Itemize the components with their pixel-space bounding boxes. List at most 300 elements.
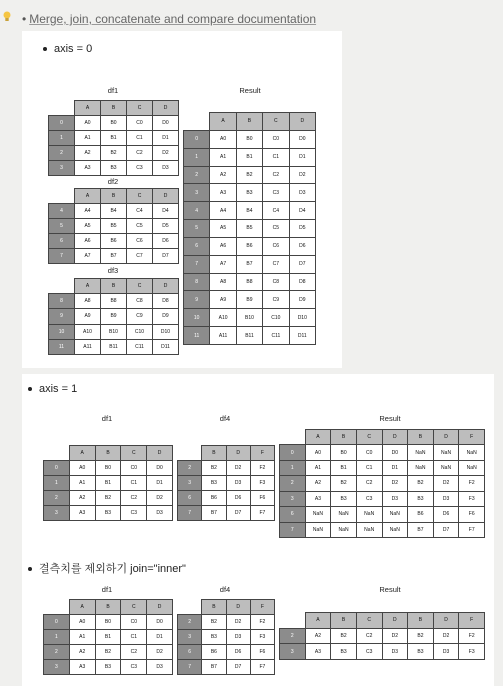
row-index: 5	[49, 219, 75, 234]
row-index: 8	[184, 273, 210, 291]
table-row	[184, 202, 316, 220]
s1-result-title: Result	[239, 86, 261, 95]
table-row	[184, 237, 316, 255]
cell: D9	[153, 309, 179, 324]
header-row	[49, 279, 179, 294]
cell: F2	[250, 461, 274, 476]
row-index: 1	[44, 476, 70, 491]
s1-df1-title: df1	[107, 86, 119, 95]
cell: NaN	[459, 460, 485, 475]
column-header: F	[250, 446, 274, 461]
cell: B3	[331, 644, 357, 660]
cell: A3	[69, 506, 95, 521]
cell: A2	[69, 645, 95, 660]
cell: B9	[236, 291, 262, 309]
cell: C1	[121, 630, 147, 645]
cell: NaN	[382, 522, 408, 537]
cell: D8	[289, 273, 315, 291]
row-index: 10	[184, 309, 210, 327]
s1-df2-title: df2	[107, 177, 119, 186]
cell: F2	[459, 628, 485, 644]
column-header: C	[121, 600, 147, 615]
cell: D0	[147, 615, 173, 630]
cell: D3	[147, 506, 173, 521]
row-index: 0	[184, 130, 210, 148]
corner-cell	[44, 446, 70, 461]
row-index: 3	[49, 161, 75, 176]
column-header: B	[95, 600, 121, 615]
cell: C3	[121, 506, 147, 521]
cell: A8	[210, 273, 236, 291]
cell: D4	[289, 202, 315, 220]
row-index: 7	[280, 522, 306, 537]
bullet: •	[22, 12, 27, 26]
column-header: D	[153, 279, 179, 294]
column-header: A	[69, 446, 95, 461]
cell: B0	[236, 130, 262, 148]
cell: D3	[226, 630, 250, 645]
cell: A3	[210, 184, 236, 202]
cell: A4	[75, 204, 101, 219]
cell: B6	[101, 234, 127, 249]
row-index: 2	[44, 645, 70, 660]
table-row	[280, 644, 485, 660]
table-row	[280, 507, 485, 522]
cell: NaN	[305, 522, 331, 537]
column-header: C	[127, 189, 153, 204]
row-index: 2	[178, 461, 202, 476]
cell: C3	[356, 644, 382, 660]
cell: C0	[263, 130, 289, 148]
row-index: 2	[44, 491, 70, 506]
cell: A2	[305, 476, 331, 491]
cell: A2	[75, 146, 101, 161]
s3-df4-title: df4	[219, 585, 231, 594]
cell: B7	[408, 522, 434, 537]
cell: D2	[382, 476, 408, 491]
column-header: B	[101, 279, 127, 294]
cell: D8	[153, 294, 179, 309]
cell: NaN	[356, 522, 382, 537]
column-header: C	[356, 613, 382, 629]
cell: D4	[153, 204, 179, 219]
column-header: F	[250, 600, 274, 615]
cell: D5	[289, 220, 315, 238]
row-index: 1	[49, 131, 75, 146]
s1-result-table	[183, 112, 316, 345]
header-row	[44, 446, 173, 461]
row-index: 2	[178, 615, 202, 630]
row-index: 0	[44, 615, 70, 630]
cell: A3	[75, 161, 101, 176]
column-header: C	[356, 430, 382, 445]
lightbulb-icon	[3, 11, 11, 23]
table-row	[44, 660, 173, 675]
cell: A1	[75, 131, 101, 146]
cell: C0	[121, 461, 147, 476]
corner-cell	[178, 446, 202, 461]
cell: B2	[202, 615, 226, 630]
cell: F2	[250, 615, 274, 630]
cell: B1	[95, 476, 121, 491]
cell: B2	[331, 628, 357, 644]
cell: F7	[459, 522, 485, 537]
cell: A1	[69, 476, 95, 491]
cell: C3	[356, 491, 382, 506]
cell: D1	[147, 630, 173, 645]
corner-cell	[178, 600, 202, 615]
cell: F3	[459, 491, 485, 506]
cell: C4	[263, 202, 289, 220]
cell: F2	[459, 476, 485, 491]
cell: B8	[236, 273, 262, 291]
table-row	[49, 146, 179, 161]
table-row	[49, 294, 179, 309]
table-row	[44, 461, 173, 476]
table-row	[178, 645, 275, 660]
cell: C9	[127, 309, 153, 324]
cell: D2	[226, 461, 250, 476]
cell: B2	[408, 628, 434, 644]
table-row	[184, 220, 316, 238]
s3-df1-table	[43, 599, 173, 675]
column-header: A	[305, 430, 331, 445]
table-row	[280, 491, 485, 506]
row-index: 3	[280, 491, 306, 506]
cell: D6	[226, 645, 250, 660]
row-index: 2	[280, 628, 306, 644]
cell: B9	[101, 309, 127, 324]
cell: C3	[121, 660, 147, 675]
cell: C2	[356, 628, 382, 644]
cell: B2	[331, 476, 357, 491]
table-row	[49, 204, 179, 219]
cell: B10	[101, 324, 127, 339]
column-header: B	[202, 446, 226, 461]
cell: B11	[236, 327, 262, 345]
column-header: C	[127, 279, 153, 294]
cell: D3	[153, 161, 179, 176]
cell: B7	[202, 660, 226, 675]
cell: B1	[95, 630, 121, 645]
s2-df1-table	[43, 445, 173, 521]
cell: A3	[305, 491, 331, 506]
cell: B1	[101, 131, 127, 146]
table-row	[49, 219, 179, 234]
column-header: B	[408, 613, 434, 629]
cell: D2	[382, 628, 408, 644]
cell: D1	[289, 148, 315, 166]
cell: D6	[153, 234, 179, 249]
corner-cell	[280, 430, 306, 445]
cell: C8	[263, 273, 289, 291]
cell: C11	[127, 339, 153, 354]
cell: D10	[153, 324, 179, 339]
header-row	[280, 613, 485, 629]
column-header: D	[433, 430, 459, 445]
cell: NaN	[408, 445, 434, 460]
s1-df3-table	[48, 278, 179, 355]
cell: A1	[69, 630, 95, 645]
cell: A1	[305, 460, 331, 475]
cell: C1	[263, 148, 289, 166]
column-header: D	[382, 430, 408, 445]
header-row	[49, 189, 179, 204]
table-row	[44, 615, 173, 630]
s1-df2-table	[48, 188, 179, 264]
table-row	[49, 234, 179, 249]
cell: B1	[236, 148, 262, 166]
cell: B7	[236, 255, 262, 273]
row-index: 11	[49, 339, 75, 354]
cell: A2	[305, 628, 331, 644]
column-header: C	[127, 101, 153, 116]
cell: A3	[305, 644, 331, 660]
s2-result-title: Result	[379, 414, 401, 423]
cell: B7	[202, 506, 226, 521]
cell: C3	[263, 184, 289, 202]
cell: C9	[263, 291, 289, 309]
row-index: 0	[280, 445, 306, 460]
table-row	[49, 324, 179, 339]
cell: D7	[226, 506, 250, 521]
row-index: 6	[184, 237, 210, 255]
table-row	[184, 273, 316, 291]
table-row	[184, 327, 316, 345]
cell: C2	[356, 476, 382, 491]
column-header: A	[75, 279, 101, 294]
cell: D7	[153, 249, 179, 264]
cell: B0	[95, 461, 121, 476]
row-index: 3	[44, 506, 70, 521]
table-row	[280, 476, 485, 491]
cell: B2	[408, 476, 434, 491]
column-header: B	[95, 446, 121, 461]
cell: A1	[210, 148, 236, 166]
cell: A11	[210, 327, 236, 345]
cell: D3	[226, 476, 250, 491]
doc-link[interactable]: Merge, join, concatenate and compare documentation	[29, 12, 317, 26]
cell: B5	[101, 219, 127, 234]
column-header: D	[289, 113, 315, 131]
table-row	[280, 445, 485, 460]
row-index: 2	[184, 166, 210, 184]
corner-cell	[184, 113, 210, 131]
table-row	[184, 130, 316, 148]
cell: B6	[202, 491, 226, 506]
cell: D2	[289, 166, 315, 184]
table-row	[178, 660, 275, 675]
column-header: F	[459, 430, 485, 445]
cell: D3	[433, 644, 459, 660]
row-index: 6	[178, 491, 202, 506]
cell: B3	[95, 506, 121, 521]
corner-cell	[44, 600, 70, 615]
table-row	[44, 506, 173, 521]
cell: C5	[127, 219, 153, 234]
cell: D3	[433, 491, 459, 506]
cell: NaN	[356, 507, 382, 522]
corner-cell	[49, 189, 75, 204]
row-index: 3	[44, 660, 70, 675]
row-index: 7	[49, 249, 75, 264]
cell: F7	[250, 506, 274, 521]
row-index: 3	[178, 476, 202, 491]
cell: D11	[153, 339, 179, 354]
cell: D2	[433, 476, 459, 491]
cell: D7	[289, 255, 315, 273]
s3-result-title: Result	[379, 585, 401, 594]
cell: C8	[127, 294, 153, 309]
cell: B3	[101, 161, 127, 176]
cell: C2	[263, 166, 289, 184]
row-index: 4	[49, 204, 75, 219]
row-index: 6	[49, 234, 75, 249]
cell: B0	[101, 116, 127, 131]
s1-df1-table	[48, 100, 179, 176]
axis0-label: axis = 0	[43, 43, 92, 55]
row-index: 7	[184, 255, 210, 273]
table-row	[49, 309, 179, 324]
cell: B8	[101, 294, 127, 309]
corner-cell	[49, 279, 75, 294]
row-index: 0	[44, 461, 70, 476]
cell: D2	[147, 645, 173, 660]
row-index: 7	[178, 660, 202, 675]
cell: B2	[95, 491, 121, 506]
s2-result-table	[279, 429, 485, 538]
table-row	[49, 116, 179, 131]
table-row	[44, 645, 173, 660]
column-header: D	[433, 613, 459, 629]
column-header: B	[101, 101, 127, 116]
cell: F6	[459, 507, 485, 522]
join-inner-label: 결측치를 제외하기 join="inner"	[28, 560, 186, 576]
header-row	[184, 113, 316, 131]
cell: D3	[382, 644, 408, 660]
s2-df1-title: df1	[101, 414, 113, 423]
cell: A2	[69, 491, 95, 506]
cell: B4	[236, 202, 262, 220]
table-row	[280, 460, 485, 475]
cell: C6	[263, 237, 289, 255]
s1-df3-title: df3	[107, 266, 119, 275]
cell: A0	[69, 615, 95, 630]
cell: C2	[127, 146, 153, 161]
row-index: 3	[280, 644, 306, 660]
cell: A8	[75, 294, 101, 309]
cell: B2	[236, 166, 262, 184]
cell: D10	[289, 309, 315, 327]
cell: D3	[289, 184, 315, 202]
column-header: A	[75, 101, 101, 116]
cell: NaN	[331, 522, 357, 537]
cell: B3	[95, 660, 121, 675]
cell: C11	[263, 327, 289, 345]
cell: B5	[236, 220, 262, 238]
cell: C6	[127, 234, 153, 249]
header-row	[178, 600, 275, 615]
cell: A0	[305, 445, 331, 460]
column-header: D	[147, 600, 173, 615]
table-row	[49, 161, 179, 176]
row-index: 7	[178, 506, 202, 521]
cell: D2	[226, 615, 250, 630]
cell: A4	[210, 202, 236, 220]
column-header: C	[121, 446, 147, 461]
table-row	[184, 166, 316, 184]
cell: A5	[210, 220, 236, 238]
column-header: A	[210, 113, 236, 131]
cell: NaN	[305, 507, 331, 522]
cell: D2	[147, 491, 173, 506]
cell: NaN	[408, 460, 434, 475]
column-header: A	[75, 189, 101, 204]
cell: A9	[210, 291, 236, 309]
header-row	[280, 430, 485, 445]
row-index: 6	[280, 507, 306, 522]
table-row	[178, 461, 275, 476]
cell: A7	[210, 255, 236, 273]
cell: F3	[459, 644, 485, 660]
cell: C0	[127, 116, 153, 131]
cell: B2	[101, 146, 127, 161]
column-header: D	[226, 600, 250, 615]
header-row	[49, 101, 179, 116]
doc-link-line	[22, 12, 316, 26]
table-row	[44, 476, 173, 491]
cell: A6	[75, 234, 101, 249]
cell: D0	[147, 461, 173, 476]
cell: A0	[210, 130, 236, 148]
cell: B11	[101, 339, 127, 354]
cell: D3	[147, 660, 173, 675]
column-header: A	[69, 600, 95, 615]
cell: NaN	[459, 445, 485, 460]
column-header: B	[202, 600, 226, 615]
table-row	[49, 249, 179, 264]
cell: C10	[127, 324, 153, 339]
cell: D6	[289, 237, 315, 255]
cell: D0	[153, 116, 179, 131]
cell: A9	[75, 309, 101, 324]
table-row	[184, 255, 316, 273]
row-index: 9	[184, 291, 210, 309]
cell: A10	[210, 309, 236, 327]
cell: C10	[263, 309, 289, 327]
cell: B7	[101, 249, 127, 264]
cell: B3	[202, 476, 226, 491]
column-header: D	[382, 613, 408, 629]
cell: C7	[127, 249, 153, 264]
s3-result-table	[279, 612, 485, 660]
cell: C1	[127, 131, 153, 146]
table-row	[280, 628, 485, 644]
table-row	[178, 506, 275, 521]
cell: D1	[147, 476, 173, 491]
cell: A0	[69, 461, 95, 476]
corner-cell	[49, 101, 75, 116]
cell: B0	[331, 445, 357, 460]
column-header: D	[153, 101, 179, 116]
table-row	[49, 131, 179, 146]
cell: A5	[75, 219, 101, 234]
cell: C0	[356, 445, 382, 460]
cell: D7	[226, 660, 250, 675]
row-index: 9	[49, 309, 75, 324]
column-header: F	[459, 613, 485, 629]
cell: C3	[127, 161, 153, 176]
